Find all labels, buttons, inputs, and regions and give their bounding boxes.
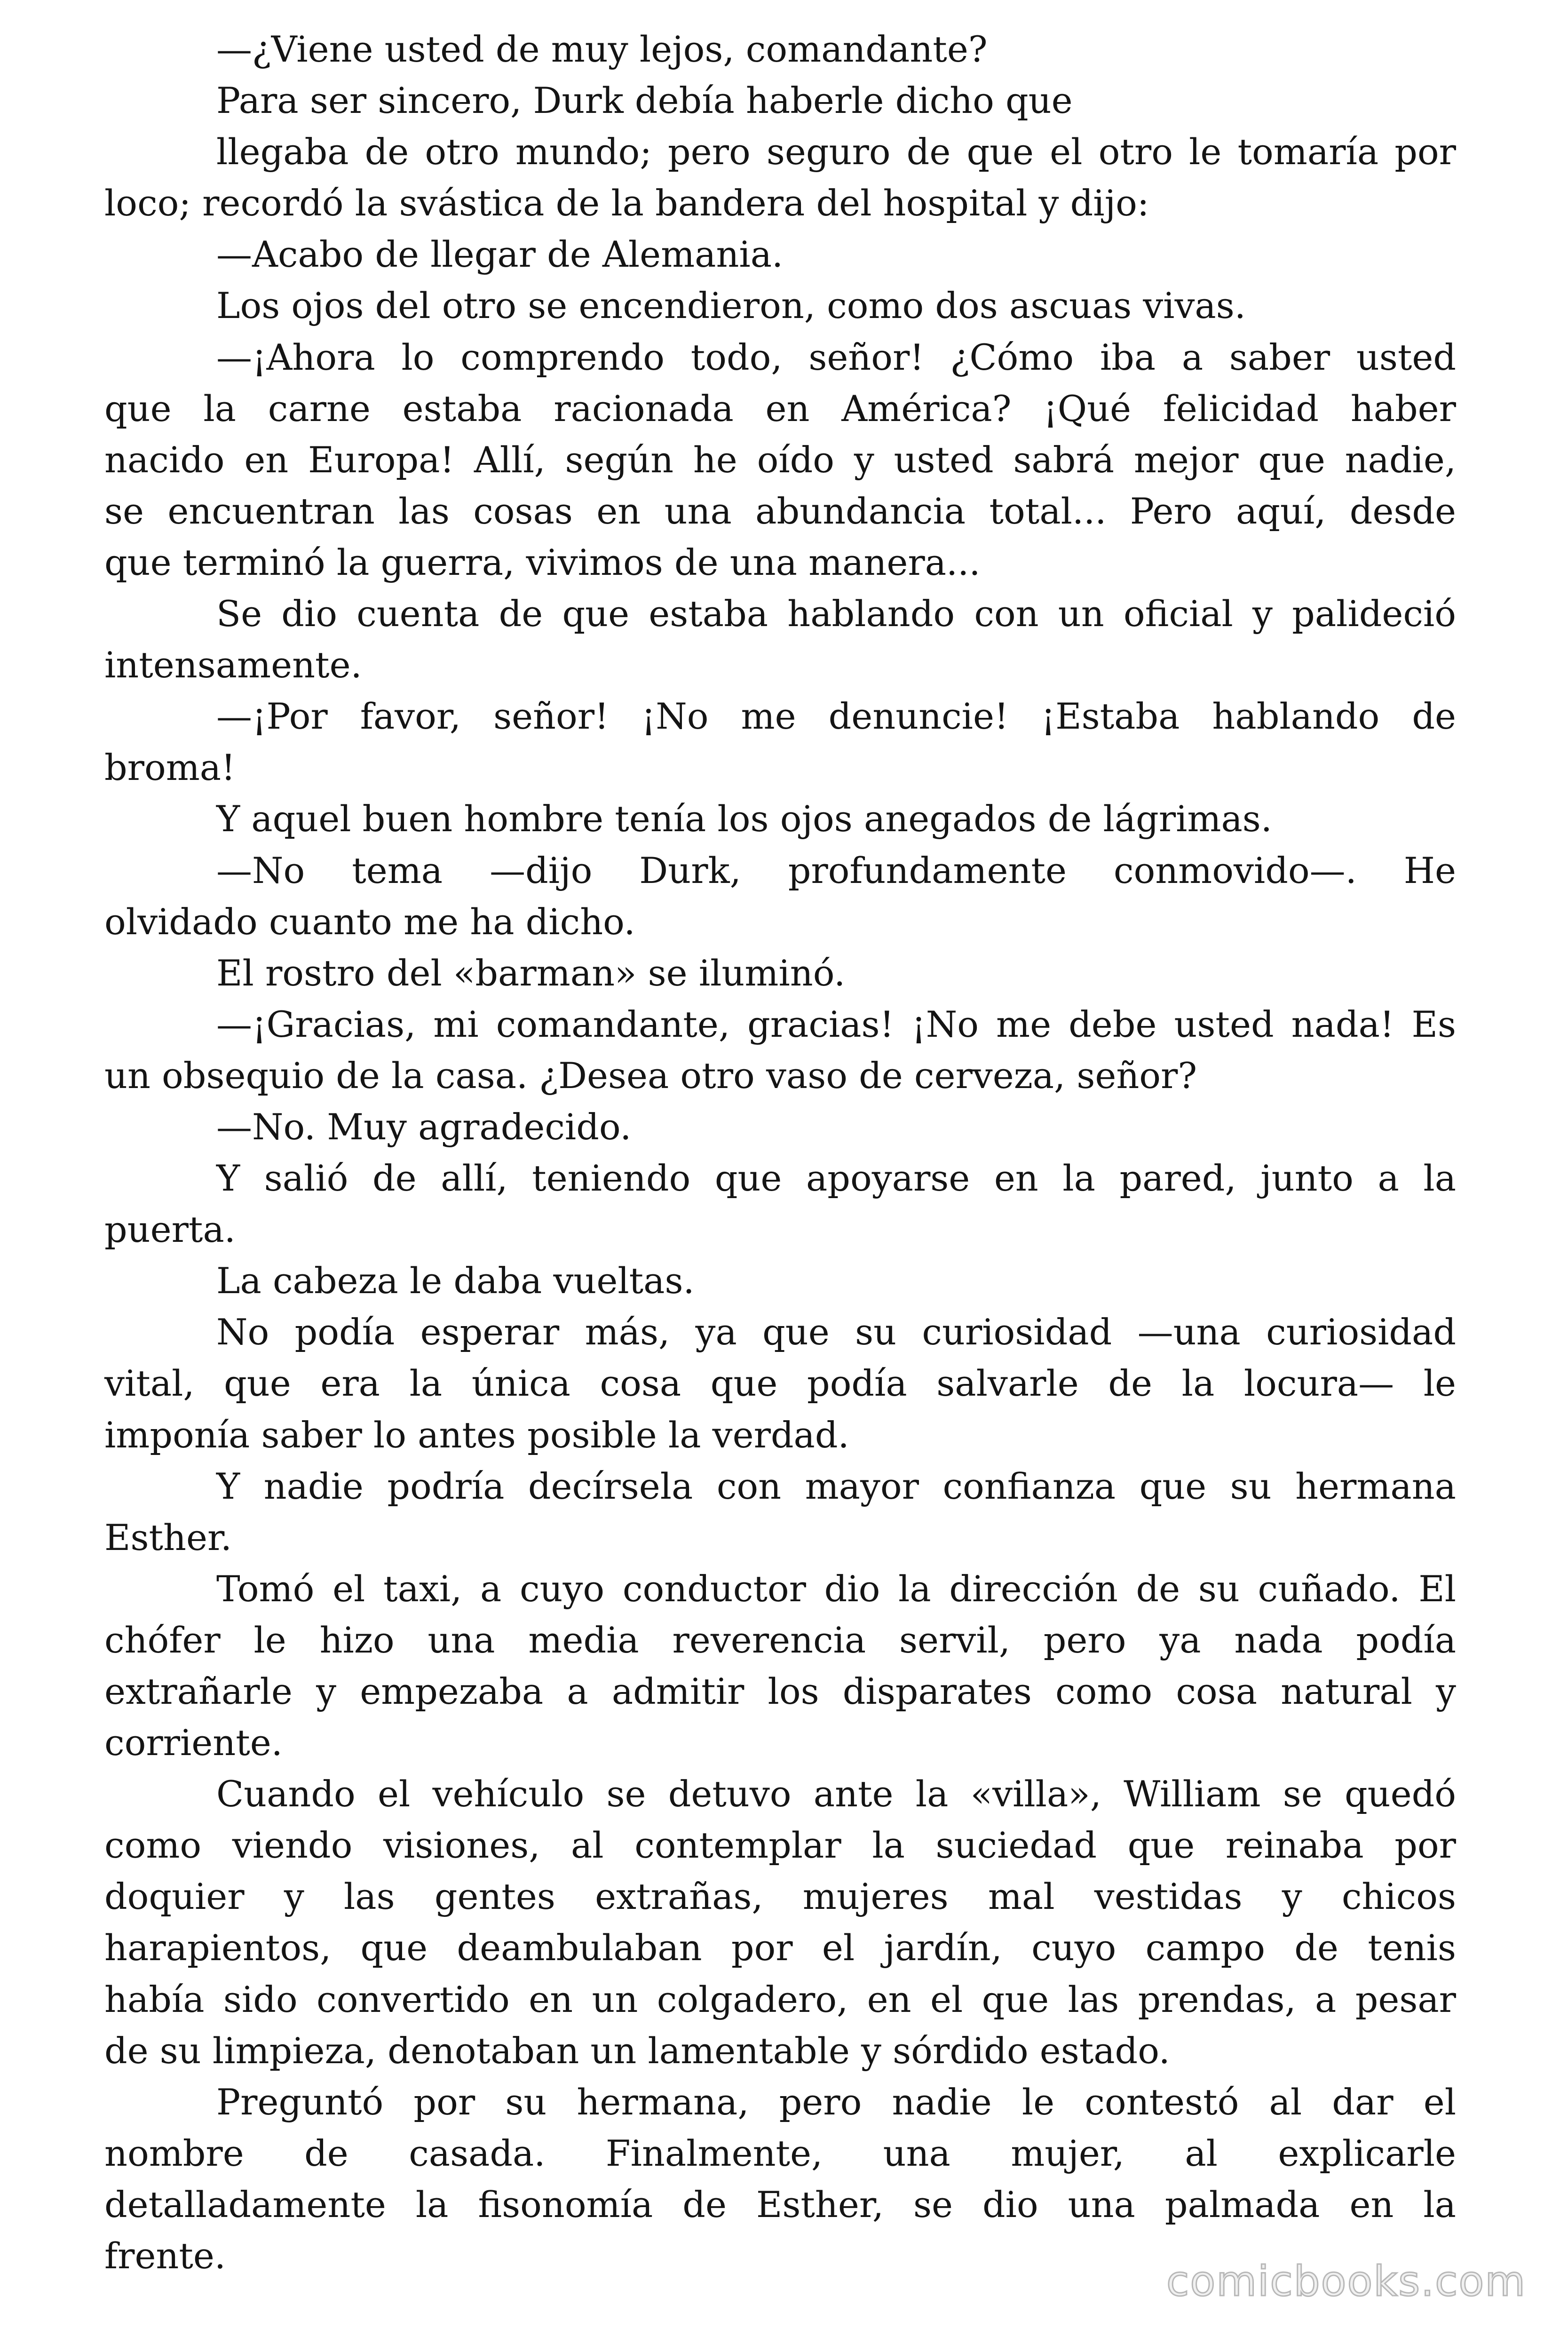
text-line: Cuando el vehículo se detuvo ante la «villa», William se quedó [216,1773,1456,1815]
text-line: chófer le hizo una media reverencia servil, pero ya nada podía [104,1619,1456,1661]
paragraph [104,1101,1456,1152]
text-line: harapientos, que deambulaban por el jardín, cuyo campo de tenis [104,1927,1456,1969]
text-line: intensamente. [104,644,362,686]
text-line: frente. [104,2235,226,2277]
text-line: nombre de casada. Finalmente, una mujer, al explicarle [104,2132,1456,2174]
paragraph [104,332,1456,588]
paragraph [104,1461,1456,1563]
text-line: vital, que era la única cosa que podía salvarle de la locura— le [104,1362,1456,1405]
text-line: puerta. [104,1208,236,1251]
text-line: se encuentran las cosas en una abundancia total... Pero aquí, desde [104,490,1456,532]
paragraph [104,1255,1456,1306]
text-line: No podía esperar más, ya que su curiosidad —una curiosidad [216,1311,1456,1353]
paragraph [104,793,1456,844]
text-line: La cabeza le daba vueltas. [216,1260,695,1302]
paragraph [104,691,1456,793]
text-line: Y nadie podría decírsela con mayor confianza que su hermana [216,1465,1456,1507]
text-line: Para ser sincero, Durk debía haberle dicho que [216,79,1073,122]
paragraph [104,999,1456,1101]
text-line: —No tema —dijo Durk, profundamente conmovido—. He [216,849,1456,891]
text-line: Y salió de allí, teniendo que apoyarse en la pared, junto a la [216,1157,1456,1200]
text-line: que la carne estaba racionada en América? ¡Qué felicidad haber [104,387,1456,429]
text-line: Y aquel buen hombre tenía los ojos anegados de lágrimas. [216,798,1272,840]
paragraph [104,947,1456,999]
text-line: nacido en Europa! Allí, según he oído y usted sabrá mejor que nadie, [104,438,1456,481]
text-line: loco; recordó la svástica de la bandera del hospital y dijo: [104,182,1149,224]
text-line: Se dio cuenta de que estaba hablando con un oficial y palideció [216,593,1456,635]
paragraph [104,280,1456,331]
text-line: Esther. [104,1516,232,1558]
text-line: —¿Viene usted de muy lejos, comandante? [216,28,988,70]
paragraph [104,75,1456,126]
text-line: un obsequio de la casa. ¿Desea otro vaso de cerveza, señor? [104,1054,1197,1097]
paragraph [104,588,1456,691]
paragraph [104,1152,1456,1255]
text-line: extrañarle y empezaba a admitir los disparates como cosa natural y [104,1670,1456,1712]
text-line: olvidado cuanto me ha dicho. [104,900,635,943]
text-line: Preguntó por su hermana, pero nadie le contestó al dar el [216,2081,1456,2123]
text-line: Tomó el taxi, a cuyo conductor dio la dirección de su cuñado. El [216,1567,1456,1610]
paragraph [104,1563,1456,1768]
paragraph [104,1768,1456,2076]
text-line: doquier y las gentes extrañas, mujeres mal vestidas y chicos [104,1875,1456,1918]
watermark: comicbooks.com [1166,2257,1527,2305]
text-line: —Acabo de llegar de Alemania. [216,233,784,276]
text-line: broma! [104,747,236,789]
text-line: de su limpieza, denotaban un lamentable y sórdido estado. [104,2029,1170,2072]
paragraph [104,1306,1456,1460]
paragraph [104,24,1456,75]
paragraph [104,126,1456,229]
text-line: —¡Por favor, señor! ¡No me denuncie! ¡Estaba hablando de [216,695,1456,738]
paragraph [104,2076,1456,2281]
text-line: —No. Muy agradecido. [216,1105,632,1148]
text-line: corriente. [104,1722,283,1764]
text-line: imponía saber lo antes posible la verdad. [104,1414,849,1456]
text-line: —¡Ahora lo comprendo todo, señor! ¿Cómo iba a saber usted [216,336,1456,378]
text-line: que terminó la guerra, vivimos de una manera... [104,541,981,583]
text-line: El rostro del «barman» se iluminó. [216,952,846,994]
paragraph [104,229,1456,280]
text-line: detalladamente la fisonomía de Esther, se dio una palmada en la [104,2183,1456,2225]
text-line: —¡Gracias, mi comandante, gracias! ¡No me debe usted nada! Es [216,1003,1456,1045]
text-line: Los ojos del otro se encendieron, como dos ascuas vivas. [216,285,1246,327]
text-body [104,24,1456,2281]
text-line: había sido convertido en un colgadero, en el que las prendas, a pesar [104,1978,1456,2020]
paragraph [104,845,1456,947]
text-line: como viendo visiones, al contemplar la suciedad que reinaba por [104,1824,1456,1867]
text-line: llegaba de otro mundo; pero seguro de que el otro le tomaría por [216,131,1456,173]
